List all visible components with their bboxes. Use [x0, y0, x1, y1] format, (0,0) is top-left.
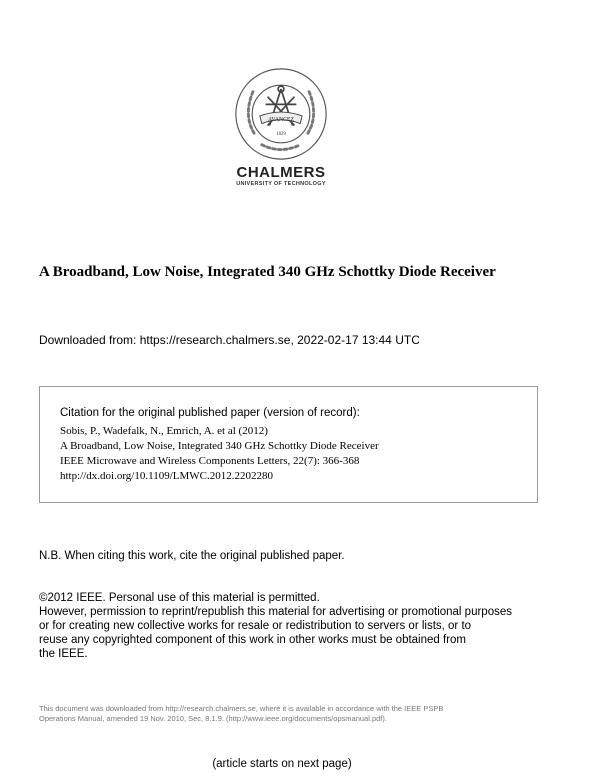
nb-note: N.B. When citing this work, cite the original published paper. [39, 550, 345, 562]
copyright-line: or for creating new collective works for resale or redistribution to servers or lists, or to [39, 620, 472, 632]
chalmers-wordmark: CHALMERS [236, 164, 326, 181]
chalmers-seal-logo [233, 66, 329, 162]
svg-text:1829: 1829 [276, 132, 286, 138]
citation-heading: Citation for the original published paper (version of record): [60, 407, 360, 419]
svg-text:AVANCEZ: AVANCEZ [268, 117, 294, 124]
download-info: Downloaded from: https://research.chalmers.se, 2022-02-17 13:44 UTC [39, 333, 420, 347]
copyright-line: ©2012 IEEE. Personal use of this material is permitted. [39, 592, 320, 604]
copyright-line: reuse any copyrighted component of this work in other works must be obtained from [39, 634, 466, 646]
citation-title: A Broadband, Low Noise, Integrated 340 GHz Schottky Diode Receiver [60, 440, 379, 452]
citation-journal: IEEE Microwave and Wireless Components Letters, 22(7): 366-368 [60, 455, 360, 467]
download-footnote [39, 704, 443, 724]
citation-doi-link[interactable]: http://dx.doi.org/10.1109/LMWC.2012.2202280 [60, 470, 273, 482]
footnote-line: This document was downloaded from http://research.chalmers.se, where it is available in accordance with the IEEE PSPB [39, 704, 444, 713]
article-start-note: (article starts on next page) [212, 758, 352, 770]
paper-title: A Broadband, Low Noise, Integrated 340 GHz Schottky Diode Receiver [39, 264, 496, 280]
copyright-notice [39, 591, 512, 661]
footnote-line: Operations Manual, amended 19 Nov. 2010, Sec, 8.1.9. (http://www.ieee.org/documents/opsmanual.pdf). [39, 714, 387, 723]
copyright-line: the IEEE. [39, 648, 88, 660]
citation-authors: Sobis, P., Wadefalk, N., Emrich, A. et al (2012) [60, 425, 268, 437]
chalmers-subtitle: UNIVERSITY OF TECHNOLOGY [236, 181, 326, 187]
citation-box [39, 386, 538, 503]
copyright-line: However, permission to reprint/republish this material for advertising or promotional purposes [39, 606, 512, 618]
